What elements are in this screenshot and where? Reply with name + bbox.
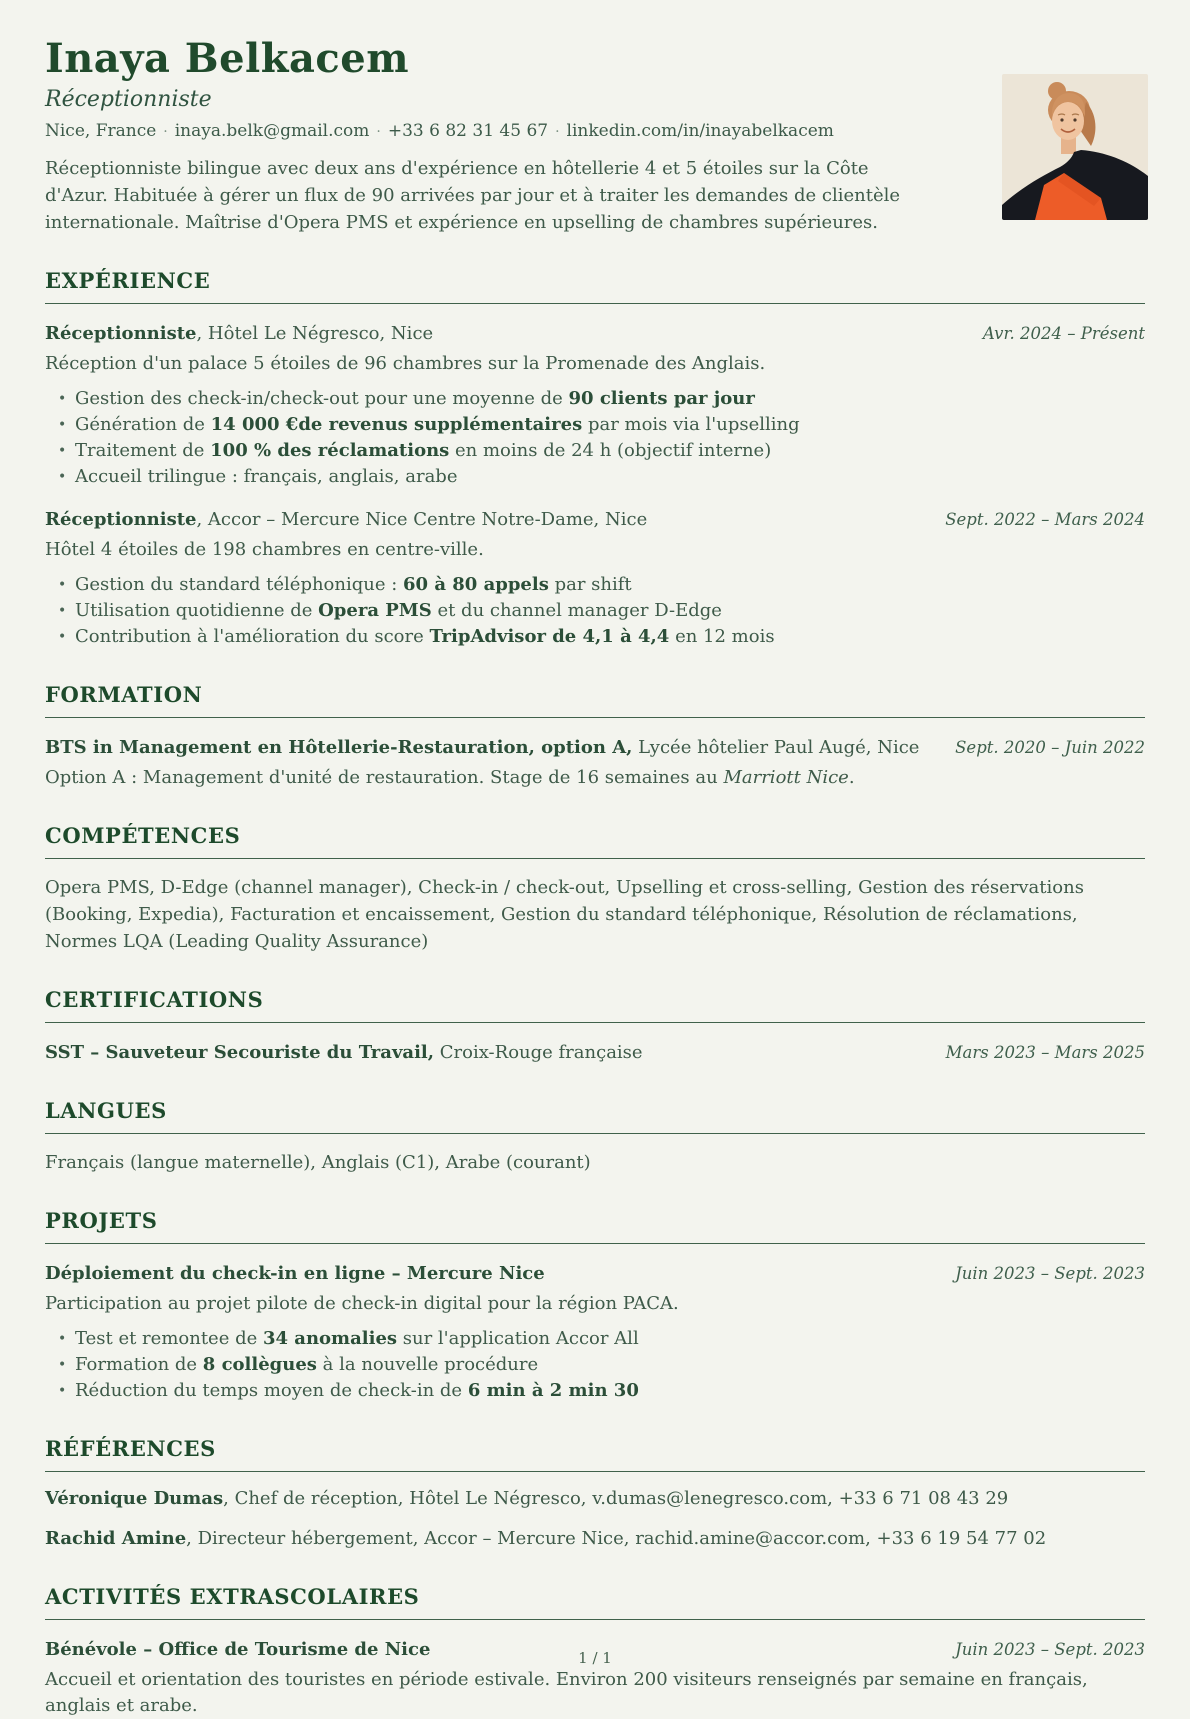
bullet-list [45,1326,1145,1404]
section-title: EXPÉRIENCE [45,269,1145,304]
experience-entry [45,321,1145,490]
bullet-list [45,386,1145,490]
bullet-item: • Contribution à l'amélioration du score TripAdvisor de 4,1 à 4,4 en 12 mois [75,624,1145,650]
entry-head [45,1261,1145,1287]
skills-text: Opera PMS, D-Edge (channel manager), Check-in / check-out, Upselling et cross-selling, Gestion des réservations (Booking, Expedia), Facturation et encaissement, Gestion du standard téléphonique, Résolution de réclamations, Normes LQA (Leading Quality Assurance) [45,877,1084,952]
entry-date: Avr. 2024 – Présent [982,324,1145,343]
header [45,36,1145,236]
entry-title: BTS in Management en Hôtellerie-Restauration, option A, Lycée hôtelier Paul Augé, Nice [45,737,920,758]
section-title: COMPÉTENCES [45,824,1145,859]
section-title: FORMATION [45,683,1145,718]
certification-entry [45,1040,1145,1066]
profile-summary: Réceptionniste bilingue avec deux ans d'expérience en hôtellerie 4 et 5 étoiles sur la Côte d'Azur. Habituée à gérer un flux de 90 arrivées par jour et à traiter les demandes de clientèle internationale. Maîtrise d'Opera PMS et expérience en upselling de chambres supérieures. [45,158,901,233]
entry-head [45,507,1145,533]
entry-description: Option A : Management d'unité de restauration. Stage de 16 semaines au Marriott Nice. [45,767,855,788]
bullet-item: • Traitement de 100 % des réclamations en moins de 24 h (objectif interne) [75,438,1145,464]
entry-date: Sept. 2022 – Mars 2024 [945,510,1145,529]
entry-date: Sept. 2020 – Juin 2022 [955,738,1145,757]
entry-head [45,321,1145,347]
section-certifications [45,988,1145,1066]
entry-date: Juin 2023 – Sept. 2023 [955,1640,1145,1659]
entry-description: Hôtel 4 étoiles de 198 chambres en centre-ville. [45,539,484,560]
entry-head [45,735,1145,761]
entry-head [45,1040,1145,1066]
portrait-illustration [1002,74,1148,220]
project-entry [45,1261,1145,1404]
formation-entry [45,735,1145,791]
reference-line: Rachid Amine, Directeur hébergement, Accor – Mercure Nice, rachid.amine@accor.com, +33 6 19 54 77 02 [45,1528,1047,1549]
section-title: RÉFÉRENCES [45,1437,1145,1472]
bullet-item: • Accueil trilingue : français, anglais, arabe [75,464,1145,490]
bullet-item: • Réduction du temps moyen de check-in de 6 min à 2 min 30 [75,1378,1145,1404]
entry-title: SST – Sauveteur Secouriste du Travail, Croix-Rouge française [45,1042,643,1063]
section-projets [45,1209,1145,1404]
footer-page-number: 1 / 1 [578,1649,612,1667]
bullet-list [45,572,1145,650]
experience-entry [45,507,1145,650]
entry-date: Juin 2023 – Sept. 2023 [955,1264,1145,1283]
section-formation [45,683,1145,791]
dot-separator-icon: · [555,124,560,140]
profile-photo [1002,74,1148,220]
bullet-item: • Génération de 14 000 €de revenus supplémentaires par mois via l'upselling [75,412,1145,438]
entry-title: Réceptionniste, Accor – Mercure Nice Centre Notre-Dame, Nice [45,509,648,530]
languages-text: Français (langue maternelle), Anglais (C1), Arabe (courant) [45,1152,591,1173]
section-experience [45,269,1145,650]
section-title: CERTIFICATIONS [45,988,1145,1023]
entry-title: Bénévole – Office de Tourisme de Nice [45,1639,431,1660]
bullet-item: • Test et remontee de 34 anomalies sur l'application Accor All [75,1326,1145,1352]
bullet-item: • Utilisation quotidienne de Opera PMS et du channel manager D-Edge [75,598,1145,624]
entry-description: Accueil et orientation des touristes en période estivale. Environ 200 visiteurs renseignés par semaine en français, anglais et arabe. [45,1669,1088,1716]
contact-email: inaya.belk@gmail.com [174,121,370,141]
entry-description: Participation au projet pilote de check-in digital pour la région PACA. [45,1293,679,1314]
contact-location: Nice, France [45,121,157,141]
bullet-item: • Formation de 8 collègues à la nouvelle procédure [75,1352,1145,1378]
job-title: Réceptionniste [45,87,212,112]
bullet-item: • Gestion des check-in/check-out pour une moyenne de 90 clients par jour [75,386,1145,412]
entry-date: Mars 2023 – Mars 2025 [945,1043,1145,1062]
reference-line: Véronique Dumas, Chef de réception, Hôtel Le Négresco, v.dumas@lenegresco.com, +33 6 71 08 43 29 [45,1488,1009,1509]
bullet-item: • Gestion du standard téléphonique : 60 à 80 appels par shift [75,572,1145,598]
entry-title: Réceptionniste, Hôtel Le Négresco, Nice [45,323,434,344]
dot-separator-icon: · [163,124,168,140]
contact-phone: +33 6 82 31 45 67 [387,121,549,141]
section-competences [45,824,1145,955]
dot-separator-icon: · [376,124,381,140]
section-langues [45,1099,1145,1176]
contact-linkedin: linkedin.com/in/inayabelkacem [566,121,834,141]
entry-description: Réception d'un palace 5 étoiles de 96 chambres sur la Promenade des Anglais. [45,353,766,374]
section-title: ACTIVITÉS EXTRASCOLAIRES [45,1585,1145,1620]
person-name: Inaya Belkacem [45,35,410,82]
entry-title: Déploiement du check-in en ligne – Mercure Nice [45,1263,545,1284]
section-title: PROJETS [45,1209,1145,1244]
section-title: LANGUES [45,1099,1145,1134]
contact-line [45,119,1145,144]
section-references [45,1437,1145,1552]
